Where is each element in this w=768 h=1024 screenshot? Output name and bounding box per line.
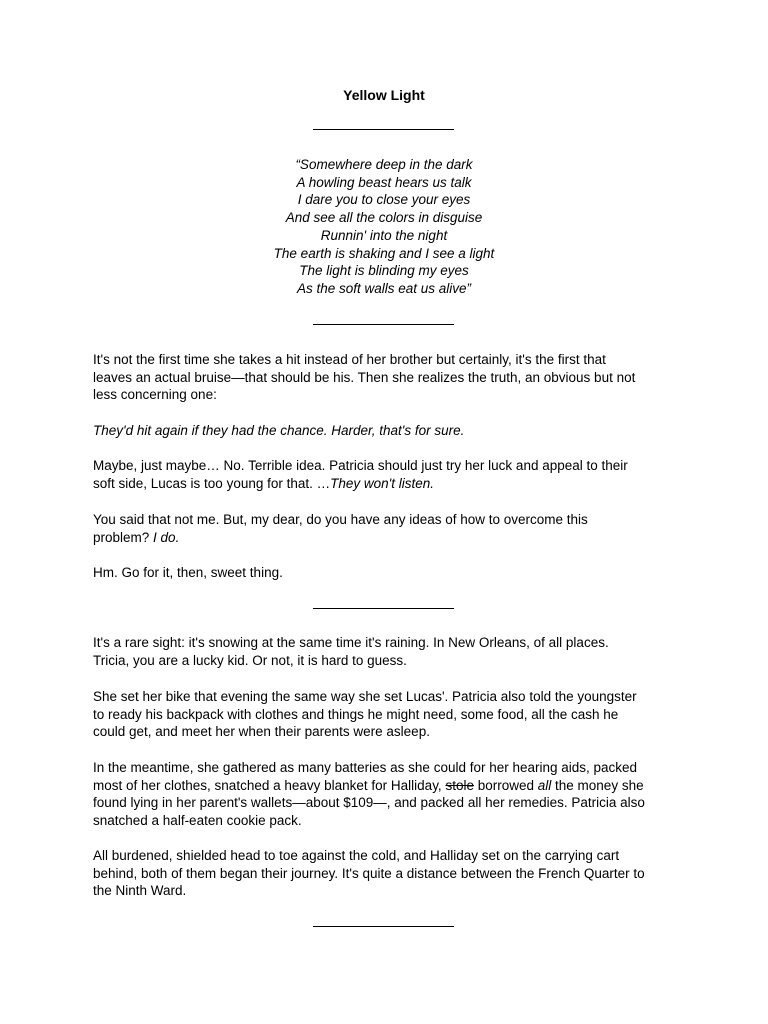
text-run: borrowed <box>473 777 538 793</box>
paragraph <box>93 759 693 830</box>
italic-text: They won't listen. <box>330 475 435 491</box>
paragraph-line: You said that not me. But, my dear, do you have any ideas of how to overcome this <box>93 512 588 527</box>
paragraph-line <box>93 475 693 493</box>
paragraph-line: She set her bike that evening the same way she set Lucas'. Patricia also told the youngster <box>93 689 637 704</box>
paragraph-line: behind, both of them began their journey. It's quite a distance between the French Quarter to <box>93 865 645 881</box>
section-divider <box>313 324 454 325</box>
paragraph-line: Maybe, just maybe… No. Terrible idea. Patricia should just try her luck and appeal to their <box>93 458 628 473</box>
paragraph <box>93 847 693 900</box>
paragraph-line: to ready his backpack with clothes and things he might need, some food, all the cash he <box>93 706 619 722</box>
paragraph-line <box>93 529 693 547</box>
paragraph-line: Tricia, you are a lucky kid. Or not, it is hard to guess. <box>93 652 407 668</box>
poem-line: The light is blinding my eyes <box>299 263 469 279</box>
paragraph-line: It's not the first time she takes a hit instead of her brother but certainly, it's the first that <box>93 352 606 367</box>
paragraph-line: leaves an actual bruise—that should be his. Then she realizes the truth, an obvious but not <box>93 369 636 385</box>
paragraph <box>93 351 693 404</box>
paragraph <box>93 457 693 492</box>
paragraph <box>93 688 693 741</box>
text-run: problem? <box>93 529 154 545</box>
text-run: soft side, Lucas is too young for that. … <box>93 475 331 491</box>
italic-text: all <box>537 777 552 793</box>
poem-line: Runnin' into the night <box>320 227 448 243</box>
paragraph <box>93 564 693 582</box>
paragraph-line: snatched a half-eaten cookie pack. <box>93 813 302 829</box>
text-run: the money she <box>551 777 644 793</box>
paragraph-line: They'd hit again if they had the chance. Harder, that's for sure. <box>93 423 465 438</box>
paragraph-line <box>93 777 693 795</box>
section-divider <box>313 608 454 609</box>
paragraph-line: found lying in her parent's wallets—about $109—, and packed all her remedies. Patricia also <box>93 795 645 811</box>
paragraph-line: less concerning one: <box>93 387 217 403</box>
paragraph-line: It's a rare sight: it's snowing at the same time it's raining. In New Orleans, of all places. <box>93 635 609 650</box>
section-divider <box>313 129 454 130</box>
paragraph-line: All burdened, shielded head to toe against the cold, and Halliday set on the carrying cart <box>93 848 620 863</box>
paragraph-line: could get, and meet her when their parents were asleep. <box>93 724 430 740</box>
poem-line: And see all the colors in disguise <box>285 210 483 226</box>
epigraph-poem <box>0 156 768 298</box>
poem-line: “Somewhere deep in the dark <box>295 157 473 172</box>
poem-line: The earth is shaking and I see a light <box>273 245 495 261</box>
paragraph-line: In the meantime, she gathered as many batteries as she could for her hearing aids, packed <box>93 760 638 775</box>
poem-line: A howling beast hears us talk <box>296 174 472 190</box>
poem-line: I dare you to close your eyes <box>297 192 471 208</box>
paragraph <box>93 511 693 546</box>
paragraph <box>93 634 693 669</box>
paragraph <box>93 422 693 440</box>
poem-line: As the soft walls eat us alive” <box>296 280 472 296</box>
paragraph-line: the Ninth Ward. <box>93 883 187 899</box>
section-divider <box>313 926 454 927</box>
strikethrough-text: stole <box>445 777 474 793</box>
italic-text: I do. <box>153 529 180 545</box>
text-run: most of her clothes, snatched a heavy blanket for Halliday, <box>93 777 446 793</box>
document-title: Yellow Light <box>343 87 425 103</box>
paragraph-line: Hm. Go for it, then, sweet thing. <box>93 565 283 580</box>
